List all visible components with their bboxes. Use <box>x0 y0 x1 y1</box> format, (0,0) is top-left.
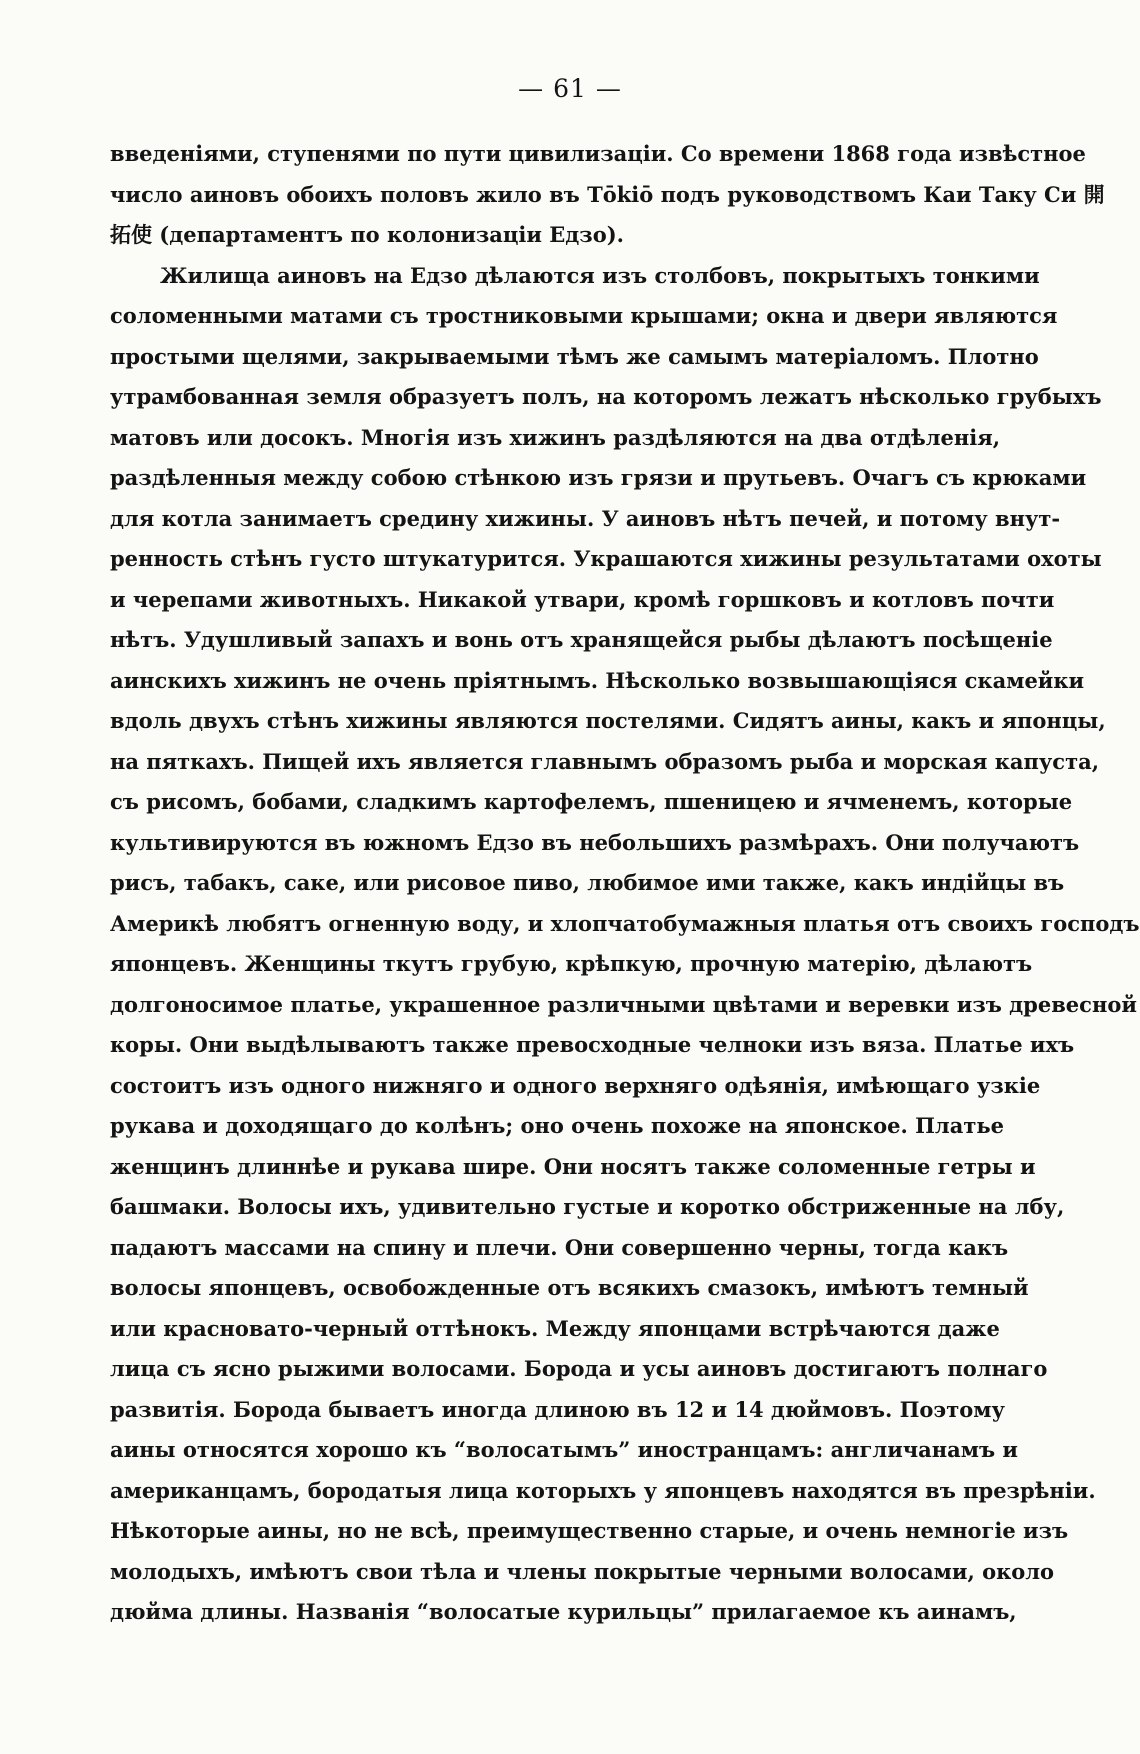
text-line: женщинъ длиннѣе и рукава шире. Они носятъ также соломенные гетры и <box>110 1153 1036 1179</box>
text-line: Америкѣ любятъ огненную воду, и хлопчатобумажныя платья отъ своихъ господъ <box>110 910 1140 936</box>
text-line: развитія. Борода бываетъ иногда длиною въ 12 и 14 дюймовъ. Поэтому <box>110 1396 1005 1422</box>
text-line: для котла занимаетъ средину хижины. У аиновъ нѣтъ печей, и потому внут- <box>110 505 1061 531</box>
text-line: простыми щелями, закрываемыми тѣмъ же самымъ матеріаломъ. Плотно <box>110 343 1039 369</box>
page-number: — 61 — <box>518 74 622 103</box>
text-line: рукава и доходящаго до колѣнъ; оно очень похоже на японское. Платье <box>110 1113 1004 1138</box>
text-line: падаютъ массами на спину и плечи. Они совершенно черны, тогда какъ <box>110 1234 1009 1260</box>
text-line: ренность стѣнъ густо штукатурится. Украшаются хижины результатами охоты <box>110 546 1102 571</box>
text-line: лица съ ясно рыжими волосами. Борода и усы аиновъ достигаютъ полнаго <box>110 1356 1048 1381</box>
text-line: молодыхъ, имѣютъ свои тѣла и члены покрытые черными волосами, около <box>110 1558 1055 1584</box>
text-line: Нѣкоторые аины, но не всѣ, преимущественно старые, и очень немногіе изъ <box>110 1518 1069 1543</box>
text-line: нѣтъ. Удушливый запахъ и вонь отъ хранящейся рыбы дѣлаютъ посѣщеніе <box>110 627 1053 652</box>
text-line: дюйма длины. Названія “волосатые курильцы” прилагаемое къ аинамъ, <box>110 1599 1017 1624</box>
text-line: долгоносимое платье, украшенное различными цвѣтами и веревки изъ древесной <box>110 991 1137 1017</box>
text-line: вдоль двухъ стѣнъ хижины являются постелями. Сидятъ аины, какъ и японцы, <box>110 708 1106 733</box>
text-line: введеніями, ступенями по пути цивилизаціи. Со времени 1868 года извѣстное <box>110 141 1086 166</box>
body-text <box>110 134 1140 1633</box>
text-line: Жилища аиновъ на Едзо дѣлаются изъ столбовъ, покрытыхъ тонкими <box>160 262 1040 288</box>
text-line: волосы японцевъ, освобожденные отъ всякихъ смазокъ, имѣютъ темный <box>110 1275 1029 1300</box>
text-line: состоитъ изъ одного нижняго и одного верхняго одѣянія, имѣющаго узкіе <box>110 1072 1041 1098</box>
text-line: коры. Они выдѣлываютъ также превосходные челноки изъ вяза. Платье ихъ <box>110 1032 1075 1057</box>
text-line: японцевъ. Женщины ткутъ грубую, крѣпкую, прочную матерію, дѣлаютъ <box>110 951 1033 976</box>
text-line: или красновато-черный оттѣнокъ. Между японцами встрѣчаются даже <box>110 1315 1000 1341</box>
text-line: аины относятся хорошо къ “волосатымъ” иностранцамъ: англичанамъ и <box>110 1437 1018 1462</box>
text-line: число аиновъ обоихъ половъ жило въ Tōkiō подъ руководствомъ Каи Таку Си 開 <box>110 181 1105 207</box>
text-line: соломенными матами съ тростниковыми крышами; окна и двери являются <box>110 303 1058 328</box>
text-line: американцамъ, бородатыя лица которыхъ у японцевъ находятся въ презрѣніи. <box>110 1477 1096 1503</box>
text-line: утрамбованная земля образуетъ полъ, на которомъ лежатъ нѣсколько грубыхъ <box>110 384 1102 409</box>
text-line: раздѣленныя между собою стѣнкою изъ грязи и прутьевъ. Очагъ съ крюками <box>110 465 1087 490</box>
text-line: съ рисомъ, бобами, сладкимъ картофелемъ, пшеницею и ячменемъ, которые <box>110 789 1073 814</box>
text-line: аинскихъ хижинъ не очень пріятнымъ. Нѣсколько возвышающіяся скамейки <box>110 667 1085 693</box>
text-line: на пяткахъ. Пищей ихъ является главнымъ образомъ рыба и морская капуста, <box>110 748 1100 774</box>
text-line: рисъ, табакъ, саке, или рисовое пиво, любимое ими также, какъ индійцы въ <box>110 870 1065 895</box>
text-line: 拓使 (департаментъ по колонизаціи Едзо). <box>110 222 624 247</box>
text-line: матовъ или досокъ. Многія изъ хижинъ раздѣляются на два отдѣленія, <box>110 424 1001 450</box>
paragraph-1 <box>110 134 1105 256</box>
text-line: башмаки. Волосы ихъ, удивительно густые и коротко обстриженные на лбу, <box>110 1194 1065 1219</box>
paragraph-2 <box>110 256 1140 1633</box>
text-line: и черепами животныхъ. Никакой утвари, кромѣ горшковъ и котловъ почти <box>110 586 1055 612</box>
text-line: культивируются въ южномъ Едзо въ небольшихъ размѣрахъ. Они получаютъ <box>110 829 1080 855</box>
